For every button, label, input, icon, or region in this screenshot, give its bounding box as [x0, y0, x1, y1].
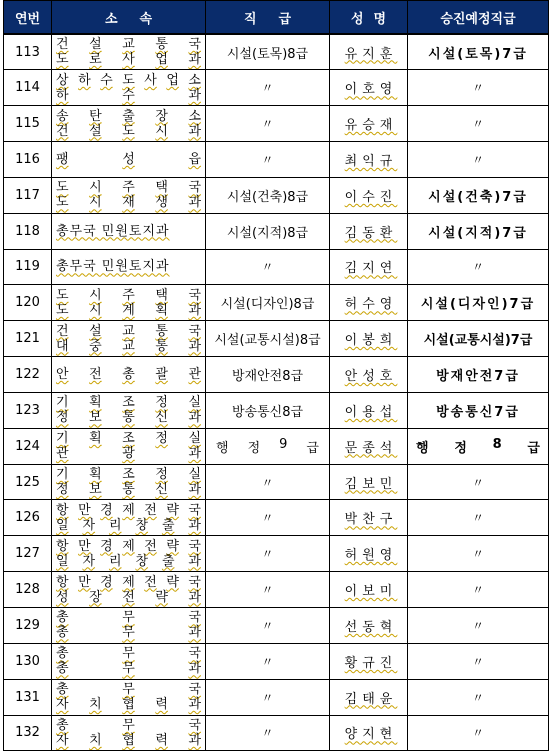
table-row — [4, 285, 549, 321]
row-promotion-grade: 〃 — [408, 249, 549, 285]
row-number: 122 — [4, 357, 52, 393]
row-name: 허수영 — [330, 285, 408, 321]
row-promotion-grade: 〃 — [408, 643, 549, 679]
table-row — [4, 142, 549, 178]
row-grade: 시설(토목)8급 — [206, 34, 330, 70]
row-name: 허원영 — [330, 536, 408, 572]
row-promotion-grade: 〃 — [408, 464, 549, 500]
header-row — [4, 1, 549, 35]
row-number: 114 — [4, 70, 52, 106]
row-promotion-grade: 행 정 8 급 — [408, 428, 549, 464]
row-affiliation: 총무국 민원토지과 — [52, 249, 206, 285]
row-affiliation: 도 시 주 택 국 도 시 계 획 과 — [52, 285, 206, 321]
table-row — [4, 428, 549, 464]
row-promotion-grade: 방송통신7급 — [408, 392, 549, 428]
row-affiliation: 건 설 교 통 국 대 중 교 통 과 — [52, 321, 206, 357]
row-name: 황규진 — [330, 643, 408, 679]
row-number: 124 — [4, 428, 52, 464]
row-name: 문종석 — [330, 428, 408, 464]
row-name: 안성호 — [330, 357, 408, 393]
row-number: 130 — [4, 643, 52, 679]
row-name: 유승재 — [330, 106, 408, 142]
table-row — [4, 70, 549, 106]
row-promotion-grade: 시설(토목)7급 — [408, 34, 549, 70]
row-affiliation: 항 만 경 제 전 략 국 일 자 리 창 출 과 — [52, 536, 206, 572]
row-name: 최익규 — [330, 142, 408, 178]
row-affiliation: 총무국 민원토지과 — [52, 213, 206, 249]
row-number: 113 — [4, 34, 52, 70]
row-promotion-grade: 〃 — [408, 500, 549, 536]
row-promotion-grade: 시설(교통시설)7급 — [408, 321, 549, 357]
row-grade: 〃 — [206, 715, 330, 751]
row-grade: 〃 — [206, 608, 330, 644]
row-number: 121 — [4, 321, 52, 357]
row-promotion-grade: 방재안전7급 — [408, 357, 549, 393]
row-number: 117 — [4, 177, 52, 213]
row-grade: 시설(건축)8급 — [206, 177, 330, 213]
row-affiliation: 도 시 주 택 국 도 시 재 생 과 — [52, 177, 206, 213]
row-affiliation: 건 설 교 통 국 도 로 사 업 과 — [52, 34, 206, 70]
row-affiliation: 항 만 경 제 전 략 국 일 자 리 창 출 과 — [52, 500, 206, 536]
row-grade: 〃 — [206, 536, 330, 572]
row-number: 131 — [4, 679, 52, 715]
table-row — [4, 679, 549, 715]
row-grade: 방재안전8급 — [206, 357, 330, 393]
row-name: 김태윤 — [330, 679, 408, 715]
row-promotion-grade: 〃 — [408, 106, 549, 142]
row-affiliation: 기 획 조 정 실 관 광 과 — [52, 428, 206, 464]
row-affiliation: 안 전 총 괄 관 — [52, 357, 206, 393]
row-name: 유지훈 — [330, 34, 408, 70]
table-row — [4, 392, 549, 428]
header-name: 성명 — [330, 1, 408, 35]
row-name: 박찬구 — [330, 500, 408, 536]
table-row — [4, 715, 549, 751]
row-affiliation: 항 만 경 제 전 략 국 성 장 전 략 과 — [52, 572, 206, 608]
row-name: 김지연 — [330, 249, 408, 285]
row-name: 이봉희 — [330, 321, 408, 357]
row-grade: 〃 — [206, 500, 330, 536]
row-number: 120 — [4, 285, 52, 321]
table-row — [4, 357, 549, 393]
row-grade: 〃 — [206, 679, 330, 715]
table-row — [4, 643, 549, 679]
row-promotion-grade: 시설(건축)7급 — [408, 177, 549, 213]
row-affiliation: 팽 성 읍 — [52, 142, 206, 178]
row-grade: 〃 — [206, 643, 330, 679]
row-grade: 시설(지적)8급 — [206, 213, 330, 249]
row-promotion-grade: 〃 — [408, 608, 549, 644]
row-grade: 시설(교통시설)8급 — [206, 321, 330, 357]
table-row — [4, 608, 549, 644]
row-name: 선동혁 — [330, 608, 408, 644]
table-body — [4, 34, 549, 751]
row-promotion-grade: 〃 — [408, 715, 549, 751]
row-grade: 시설(디자인)8급 — [206, 285, 330, 321]
row-number: 119 — [4, 249, 52, 285]
row-affiliation: 총 무 국 자 치 협 력 과 — [52, 679, 206, 715]
row-number: 118 — [4, 213, 52, 249]
table-row — [4, 177, 549, 213]
row-number: 128 — [4, 572, 52, 608]
table-row — [4, 106, 549, 142]
row-number: 127 — [4, 536, 52, 572]
header-promotion-grade: 승진예정직급 — [408, 1, 549, 35]
table-row — [4, 536, 549, 572]
row-number: 129 — [4, 608, 52, 644]
row-affiliation: 기 획 조 정 실 정 보 통 신 과 — [52, 392, 206, 428]
row-promotion-grade: 〃 — [408, 142, 549, 178]
row-grade: 〃 — [206, 572, 330, 608]
row-promotion-grade: 〃 — [408, 70, 549, 106]
row-name: 양지현 — [330, 715, 408, 751]
row-name: 이수진 — [330, 177, 408, 213]
row-affiliation: 기 획 조 정 실 정 보 통 신 과 — [52, 464, 206, 500]
header-number: 연번 — [4, 1, 52, 35]
row-grade: 방송통신8급 — [206, 392, 330, 428]
row-number: 115 — [4, 106, 52, 142]
row-affiliation: 상 하 수 도 사 업 소 하 수 과 — [52, 70, 206, 106]
table-row — [4, 464, 549, 500]
row-grade: 〃 — [206, 464, 330, 500]
row-name: 김보민 — [330, 464, 408, 500]
table-row — [4, 34, 549, 70]
row-grade: 〃 — [206, 106, 330, 142]
row-promotion-grade: 〃 — [408, 572, 549, 608]
row-name: 김동환 — [330, 213, 408, 249]
row-promotion-grade: 시설(디자인)7급 — [408, 285, 549, 321]
table-row — [4, 249, 549, 285]
row-promotion-grade: 〃 — [408, 536, 549, 572]
row-grade: 〃 — [206, 249, 330, 285]
row-name: 이호영 — [330, 70, 408, 106]
row-grade: 〃 — [206, 70, 330, 106]
row-number: 116 — [4, 142, 52, 178]
row-grade: 〃 — [206, 142, 330, 178]
row-number: 123 — [4, 392, 52, 428]
table-row — [4, 572, 549, 608]
row-affiliation: 총 무 국 총 무 과 — [52, 608, 206, 644]
row-number: 125 — [4, 464, 52, 500]
row-name: 이보미 — [330, 572, 408, 608]
row-number: 132 — [4, 715, 52, 751]
row-affiliation: 송 탄 출 장 소 건 설 도 시 과 — [52, 106, 206, 142]
header-affiliation: 소속 — [52, 1, 206, 35]
promotion-table — [3, 0, 549, 751]
row-name: 이용섭 — [330, 392, 408, 428]
table-row — [4, 321, 549, 357]
row-promotion-grade: 시설(지적)7급 — [408, 213, 549, 249]
row-affiliation: 총 무 국 총 무 과 — [52, 643, 206, 679]
table-row — [4, 500, 549, 536]
row-grade: 행 정 9 급 — [206, 428, 330, 464]
table-row — [4, 213, 549, 249]
header-grade: 직급 — [206, 1, 330, 35]
row-number: 126 — [4, 500, 52, 536]
row-promotion-grade: 〃 — [408, 679, 549, 715]
row-affiliation: 총 무 국 자 치 협 력 과 — [52, 715, 206, 751]
